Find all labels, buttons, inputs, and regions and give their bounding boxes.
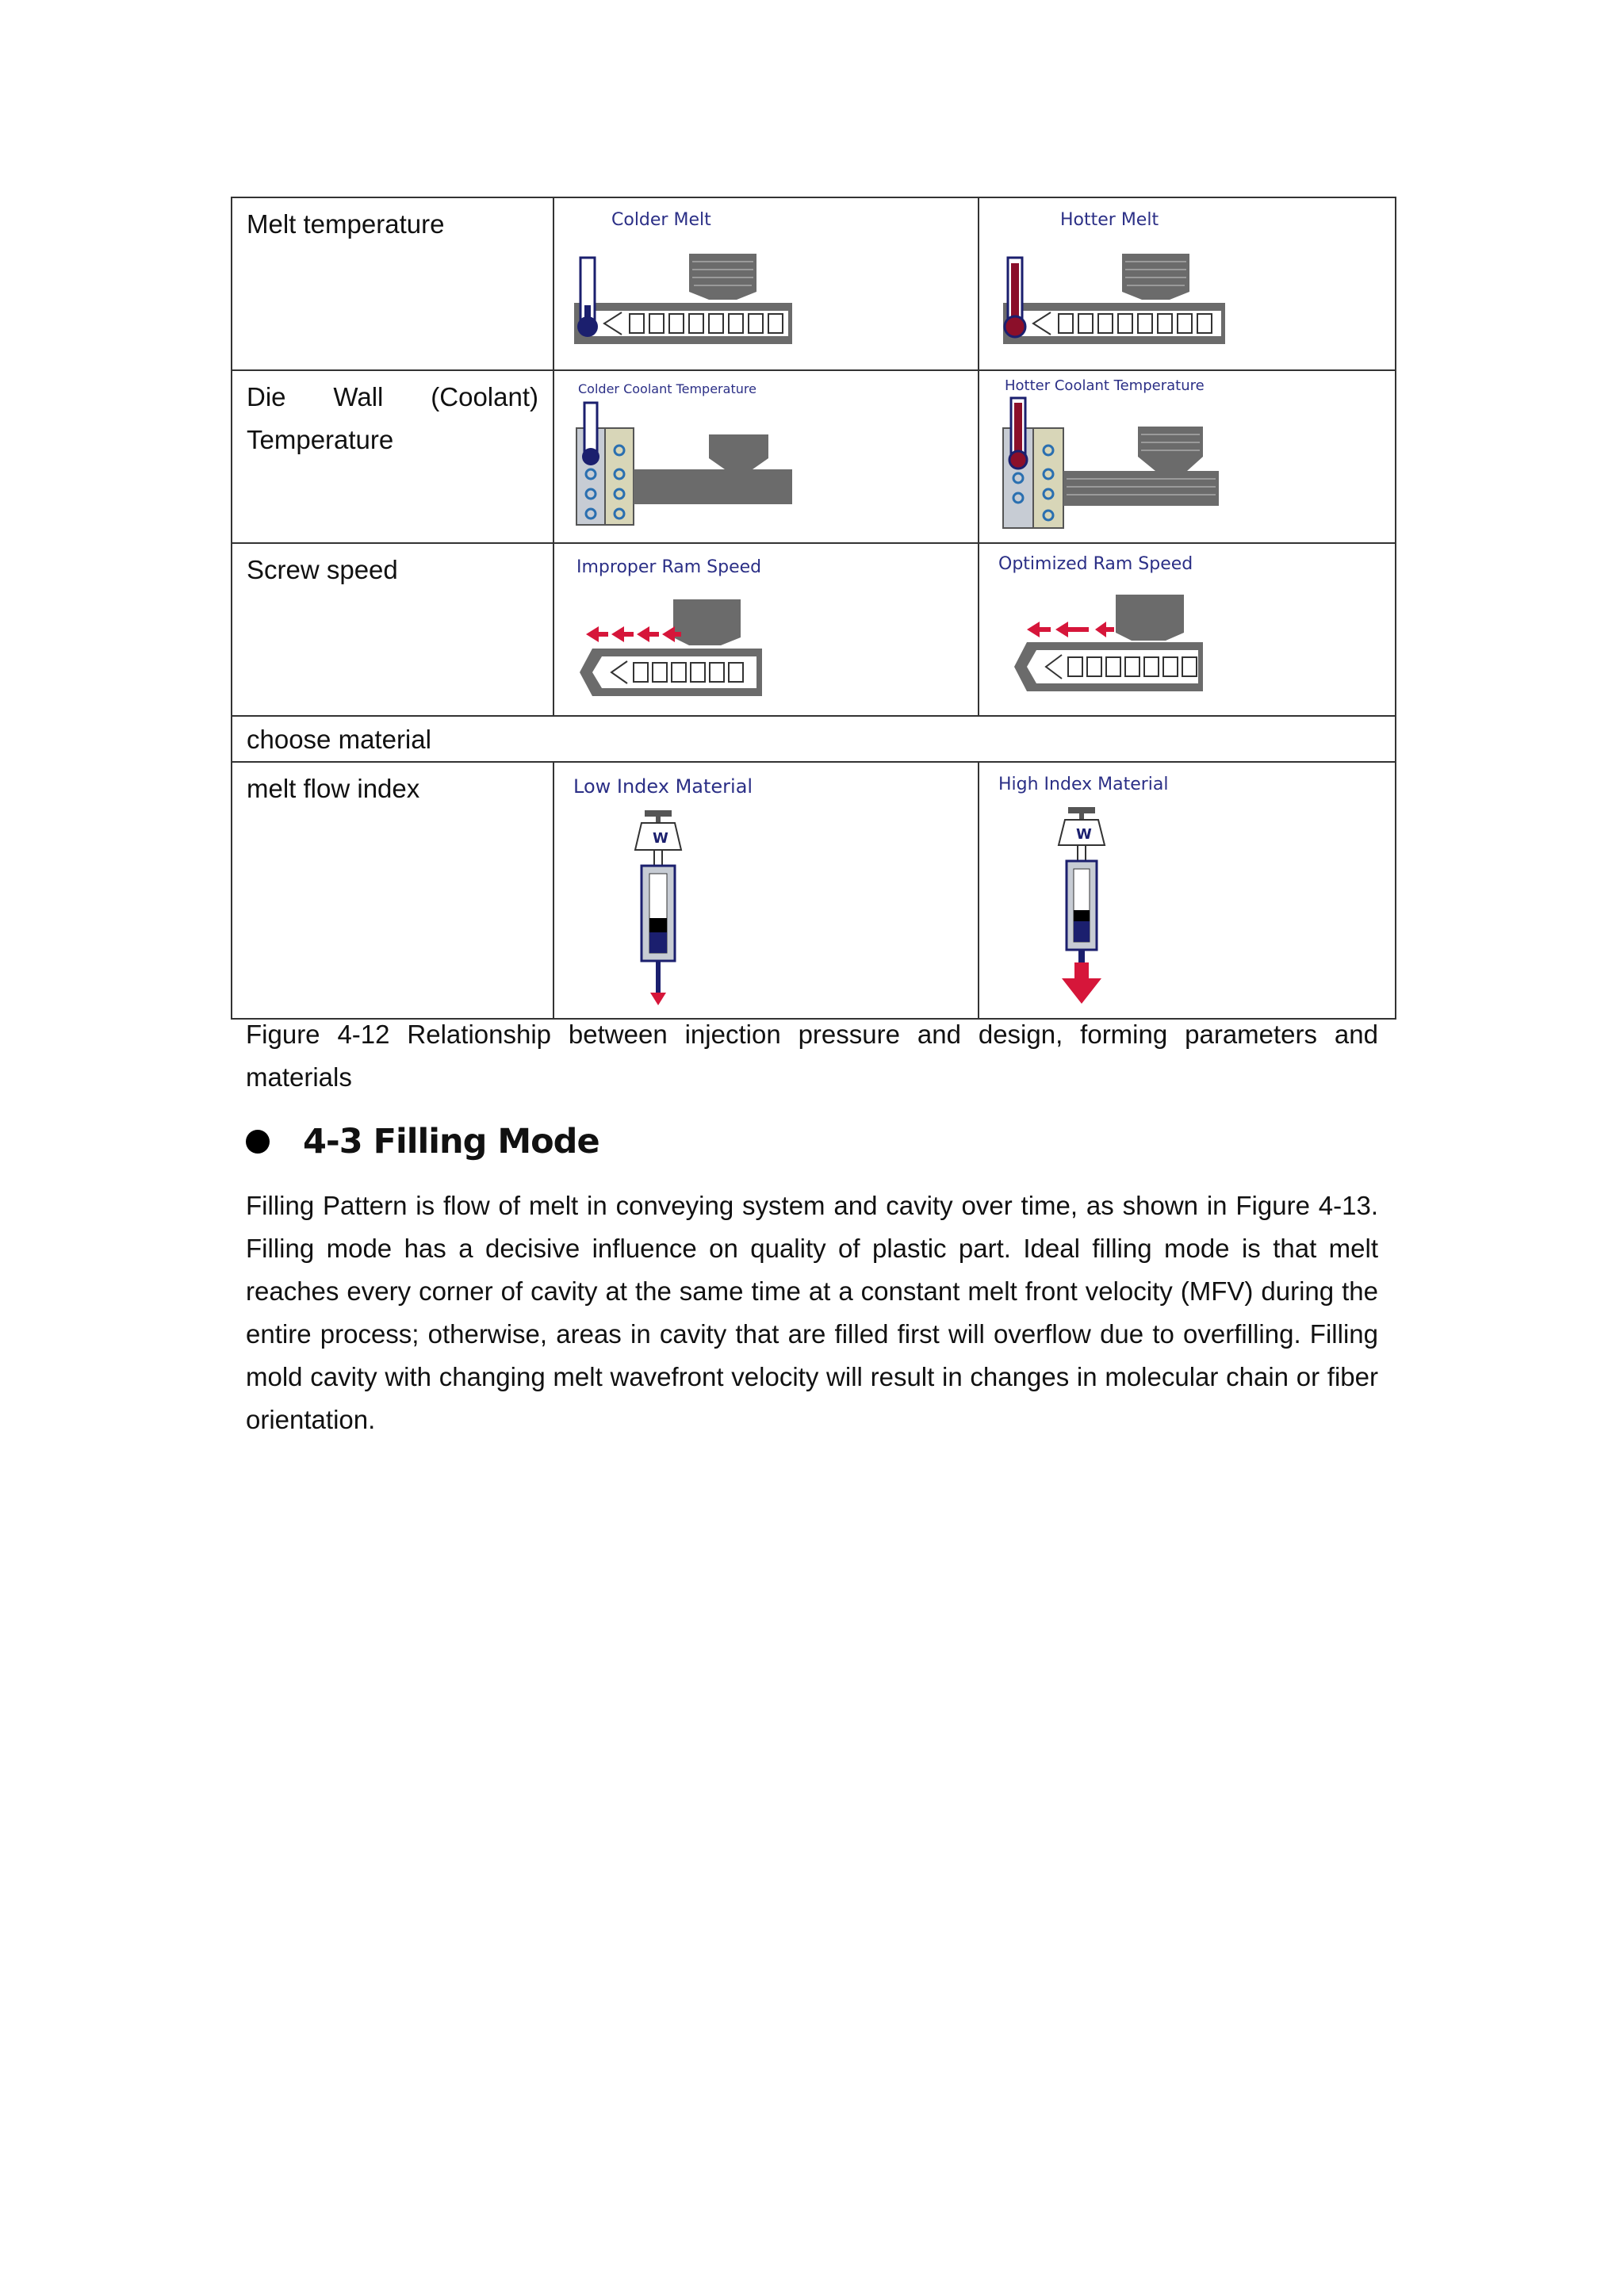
melt-indexer-low-flow-icon [554, 763, 979, 1018]
row-label-choose-material: choose material [232, 716, 1396, 762]
body-paragraph: Filling Pattern is flow of melt in conveying system and cavity over time, as shown in Figure 4-13. Filling mode has a decisive influence on quality of plastic part. Ideal filling mode is that melt reaches every corner of cavity at the same time at a constant melt front velocity (MFV) during the entire process; otherwise, areas in cavity that are filled first will overflow due to overfilling. Filling mold cavity with changing melt wavefront velocity will result in changes in molecular chain or fiber orientation. [246, 1191, 1378, 1434]
melt-indexer-high-flow-icon [979, 763, 1396, 1018]
table-row-melt-flow-index [232, 762, 1396, 1019]
caption-improper-ram-speed: Improper Ram Speed [576, 557, 762, 577]
table-row-melt-temperature [232, 197, 1396, 370]
cell-optimized-ram-speed [979, 543, 1396, 716]
cell-colder-melt [553, 197, 979, 370]
mold-cold-coolant-icon [554, 371, 979, 542]
table-row-screw-speed [232, 543, 1396, 716]
injection-machine-cold-thermometer-icon [554, 198, 979, 369]
cell-high-index-material [979, 762, 1396, 1019]
row-label-die-wall-temperature: Die Wall (Coolant) Temperature [232, 370, 553, 543]
caption-high-index-material: High Index Material [998, 775, 1169, 794]
section-heading [246, 1118, 599, 1165]
figure-caption: Figure 4-12 Relationship between injection pressure and design, forming parameters and materials [246, 1020, 1378, 1092]
table-row-die-wall-temperature [232, 370, 1396, 543]
svg-text:W: W [1076, 826, 1092, 843]
row-label-melt-temperature: Melt temperature [232, 197, 553, 370]
caption-low-index-material: Low Index Material [573, 775, 753, 798]
caption-colder-coolant: Colder Coolant Temperature [578, 381, 756, 396]
cell-colder-coolant [553, 370, 979, 543]
caption-colder-melt: Colder Melt [611, 210, 711, 230]
parameter-table [231, 197, 1396, 1020]
svg-text:W: W [653, 830, 668, 847]
caption-hotter-coolant: Hotter Coolant Temperature [1005, 377, 1205, 394]
mold-hot-coolant-icon [979, 371, 1396, 542]
injection-machine-hot-thermometer-icon [979, 198, 1396, 369]
screw-improper-speed-arrows-icon [554, 544, 979, 715]
bullet-icon [246, 1130, 270, 1154]
section-title: 4-3 Filling Mode [303, 1122, 599, 1161]
row-label-melt-flow-index: melt flow index [232, 762, 553, 1019]
cell-low-index-material [553, 762, 979, 1019]
row-label-screw-speed: Screw speed [232, 543, 553, 716]
cell-hotter-coolant [979, 370, 1396, 543]
table-row-choose-material [232, 716, 1396, 762]
cell-improper-ram-speed [553, 543, 979, 716]
caption-hotter-melt: Hotter Melt [1060, 210, 1159, 230]
cell-hotter-melt [979, 197, 1396, 370]
caption-optimized-ram-speed: Optimized Ram Speed [998, 554, 1193, 574]
screw-optimized-speed-arrows-icon [979, 544, 1396, 715]
